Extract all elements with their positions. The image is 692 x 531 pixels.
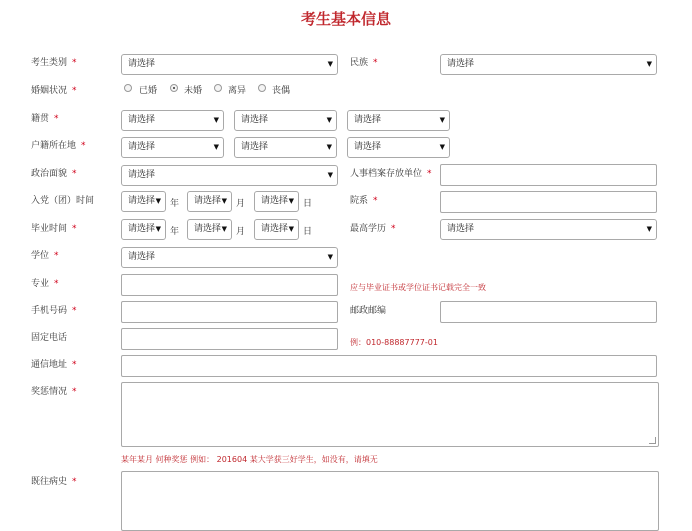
chevron-down-icon: ▼ [155, 197, 161, 205]
required-mark: * [54, 279, 59, 289]
category-label-text: 考生类别 [31, 58, 68, 68]
marital-option-label: 丧偶 [272, 86, 291, 96]
chevron-down-icon: ▼ [327, 171, 333, 179]
native-place-label [31, 111, 59, 124]
party-date-label: 入党（团）时间 [31, 196, 95, 206]
chevron-down-icon: ▼ [327, 253, 333, 261]
ethnicity-select-value: 请选择 [447, 59, 475, 69]
native-county-value: 请选择 [354, 115, 382, 125]
phone-label: 固定电话 [31, 333, 68, 343]
marital-label [31, 83, 77, 96]
chevron-down-icon: ▼ [213, 143, 219, 151]
postcode-input[interactable] [440, 301, 657, 323]
native-place-label-text: 籍贯 [31, 114, 50, 124]
required-mark: * [54, 251, 59, 261]
degree-label [31, 248, 59, 261]
hukou-label [31, 138, 86, 151]
month-unit: 月 [236, 227, 246, 237]
major-label [31, 276, 59, 289]
grad-day-value: 请选择 [261, 224, 289, 234]
political-label-text: 政治面貌 [31, 169, 68, 179]
political-label [31, 166, 77, 179]
education-select-value: 请选择 [447, 224, 475, 234]
department-label [350, 193, 378, 206]
chevron-down-icon: ▼ [288, 225, 294, 233]
mobile-input[interactable] [121, 301, 338, 323]
chevron-down-icon: ▼ [213, 116, 219, 124]
required-mark: * [427, 169, 432, 179]
required-mark: * [54, 114, 59, 124]
chevron-down-icon: ▼ [439, 116, 445, 124]
awards-label-text: 奖惩情况 [31, 387, 68, 397]
education-select[interactable] [440, 219, 657, 240]
required-mark: * [72, 86, 77, 96]
chevron-down-icon: ▼ [288, 197, 294, 205]
medical-label [31, 474, 77, 487]
hukou-city-select[interactable] [234, 137, 337, 158]
native-county-select[interactable] [347, 110, 450, 131]
party-year-value: 请选择 [128, 196, 156, 206]
awards-label [31, 384, 77, 397]
marital-radio-unmarried[interactable] [170, 84, 178, 92]
native-province-value: 请选择 [128, 115, 156, 125]
department-label-text: 院系 [350, 196, 369, 206]
marital-option-label: 离异 [228, 86, 247, 96]
native-city-select[interactable] [234, 110, 337, 131]
education-label [350, 221, 396, 234]
marital-radio-divorced[interactable] [214, 84, 222, 92]
ethnicity-label [350, 55, 378, 68]
chevron-down-icon: ▼ [326, 143, 332, 151]
required-mark: * [373, 58, 378, 68]
party-year-select[interactable] [121, 191, 166, 212]
hukou-label-text: 户籍所在地 [31, 141, 77, 151]
grad-date-label-text: 毕业时间 [31, 224, 68, 234]
category-select-value: 请选择 [128, 59, 156, 69]
chevron-down-icon: ▼ [646, 225, 652, 233]
mobile-label-text: 手机号码 [31, 306, 68, 316]
native-city-value: 请选择 [241, 115, 269, 125]
grad-day-select[interactable] [254, 219, 299, 240]
address-label-text: 通信地址 [31, 360, 68, 370]
marital-option-label: 未婚 [184, 86, 203, 96]
party-month-value: 请选择 [194, 196, 222, 206]
required-mark: * [373, 196, 378, 206]
required-mark: * [391, 224, 396, 234]
archives-unit-label [350, 166, 432, 179]
category-select[interactable] [121, 54, 338, 75]
marital-radio-widowed[interactable] [258, 84, 266, 92]
party-day-value: 请选择 [261, 196, 289, 206]
chevron-down-icon: ▼ [155, 225, 161, 233]
archives-unit-label-text: 人事档案存放单位 [350, 169, 423, 179]
required-mark: * [72, 306, 77, 316]
awards-hint: 某年某月 何种奖惩 例如： 201604 某大学获三好学生，如没有，请填无 [121, 455, 378, 464]
required-mark: * [81, 141, 86, 151]
chevron-down-icon: ▼ [439, 143, 445, 151]
native-province-select[interactable] [121, 110, 224, 131]
chevron-down-icon: ▼ [221, 197, 227, 205]
address-input[interactable] [121, 355, 657, 377]
required-mark: * [72, 477, 77, 487]
day-unit: 日 [303, 199, 313, 209]
mobile-label [31, 303, 77, 316]
resize-handle-icon[interactable] [649, 437, 656, 444]
page-title: 考生基本信息 [300, 10, 391, 28]
grad-month-value: 请选择 [194, 224, 222, 234]
education-label-text: 最高学历 [350, 224, 387, 234]
required-mark: * [72, 360, 77, 370]
ethnicity-select[interactable] [440, 54, 657, 75]
major-hint: 应与毕业证书或学位证书记载完全一致 [350, 283, 486, 292]
ethnicity-label-text: 民族 [350, 58, 369, 68]
chevron-down-icon: ▼ [646, 60, 652, 68]
phone-input[interactable] [121, 328, 338, 350]
degree-select[interactable] [121, 247, 338, 268]
party-day-select[interactable] [254, 191, 299, 212]
category-label [31, 55, 77, 68]
marital-label-text: 婚姻状况 [31, 86, 68, 96]
day-unit: 日 [303, 227, 313, 237]
hukou-county-value: 请选择 [354, 142, 382, 152]
required-mark: * [72, 224, 77, 234]
grad-year-select[interactable] [121, 219, 166, 240]
chevron-down-icon: ▼ [326, 116, 332, 124]
required-mark: * [72, 169, 77, 179]
address-label [31, 357, 77, 370]
grad-date-label [31, 221, 77, 234]
marital-radio-married[interactable] [124, 84, 132, 92]
chevron-down-icon: ▼ [327, 60, 333, 68]
grad-year-value: 请选择 [128, 224, 156, 234]
degree-select-value: 请选择 [128, 252, 156, 262]
year-unit: 年 [170, 227, 180, 237]
department-input[interactable] [440, 191, 657, 213]
awards-textarea[interactable] [121, 382, 659, 447]
postcode-label: 邮政邮编 [350, 306, 387, 316]
hukou-county-select[interactable] [347, 137, 450, 158]
hukou-city-value: 请选择 [241, 142, 269, 152]
medical-label-text: 既往病史 [31, 477, 68, 487]
major-label-text: 专业 [31, 279, 50, 289]
major-input[interactable] [121, 274, 338, 296]
degree-label-text: 学位 [31, 251, 50, 261]
hukou-province-select[interactable] [121, 137, 224, 158]
medical-textarea[interactable] [121, 471, 659, 531]
political-select[interactable] [121, 165, 338, 186]
archives-unit-input[interactable] [440, 164, 657, 186]
phone-hint: 例：010-88887777-01 [350, 338, 438, 347]
required-mark: * [72, 58, 77, 68]
hukou-province-value: 请选择 [128, 142, 156, 152]
marital-option-label: 已婚 [139, 86, 158, 96]
required-mark: * [72, 387, 77, 397]
grad-month-select[interactable] [187, 219, 232, 240]
month-unit: 月 [236, 199, 246, 209]
political-select-value: 请选择 [128, 170, 156, 180]
year-unit: 年 [170, 199, 180, 209]
chevron-down-icon: ▼ [221, 225, 227, 233]
party-month-select[interactable] [187, 191, 232, 212]
